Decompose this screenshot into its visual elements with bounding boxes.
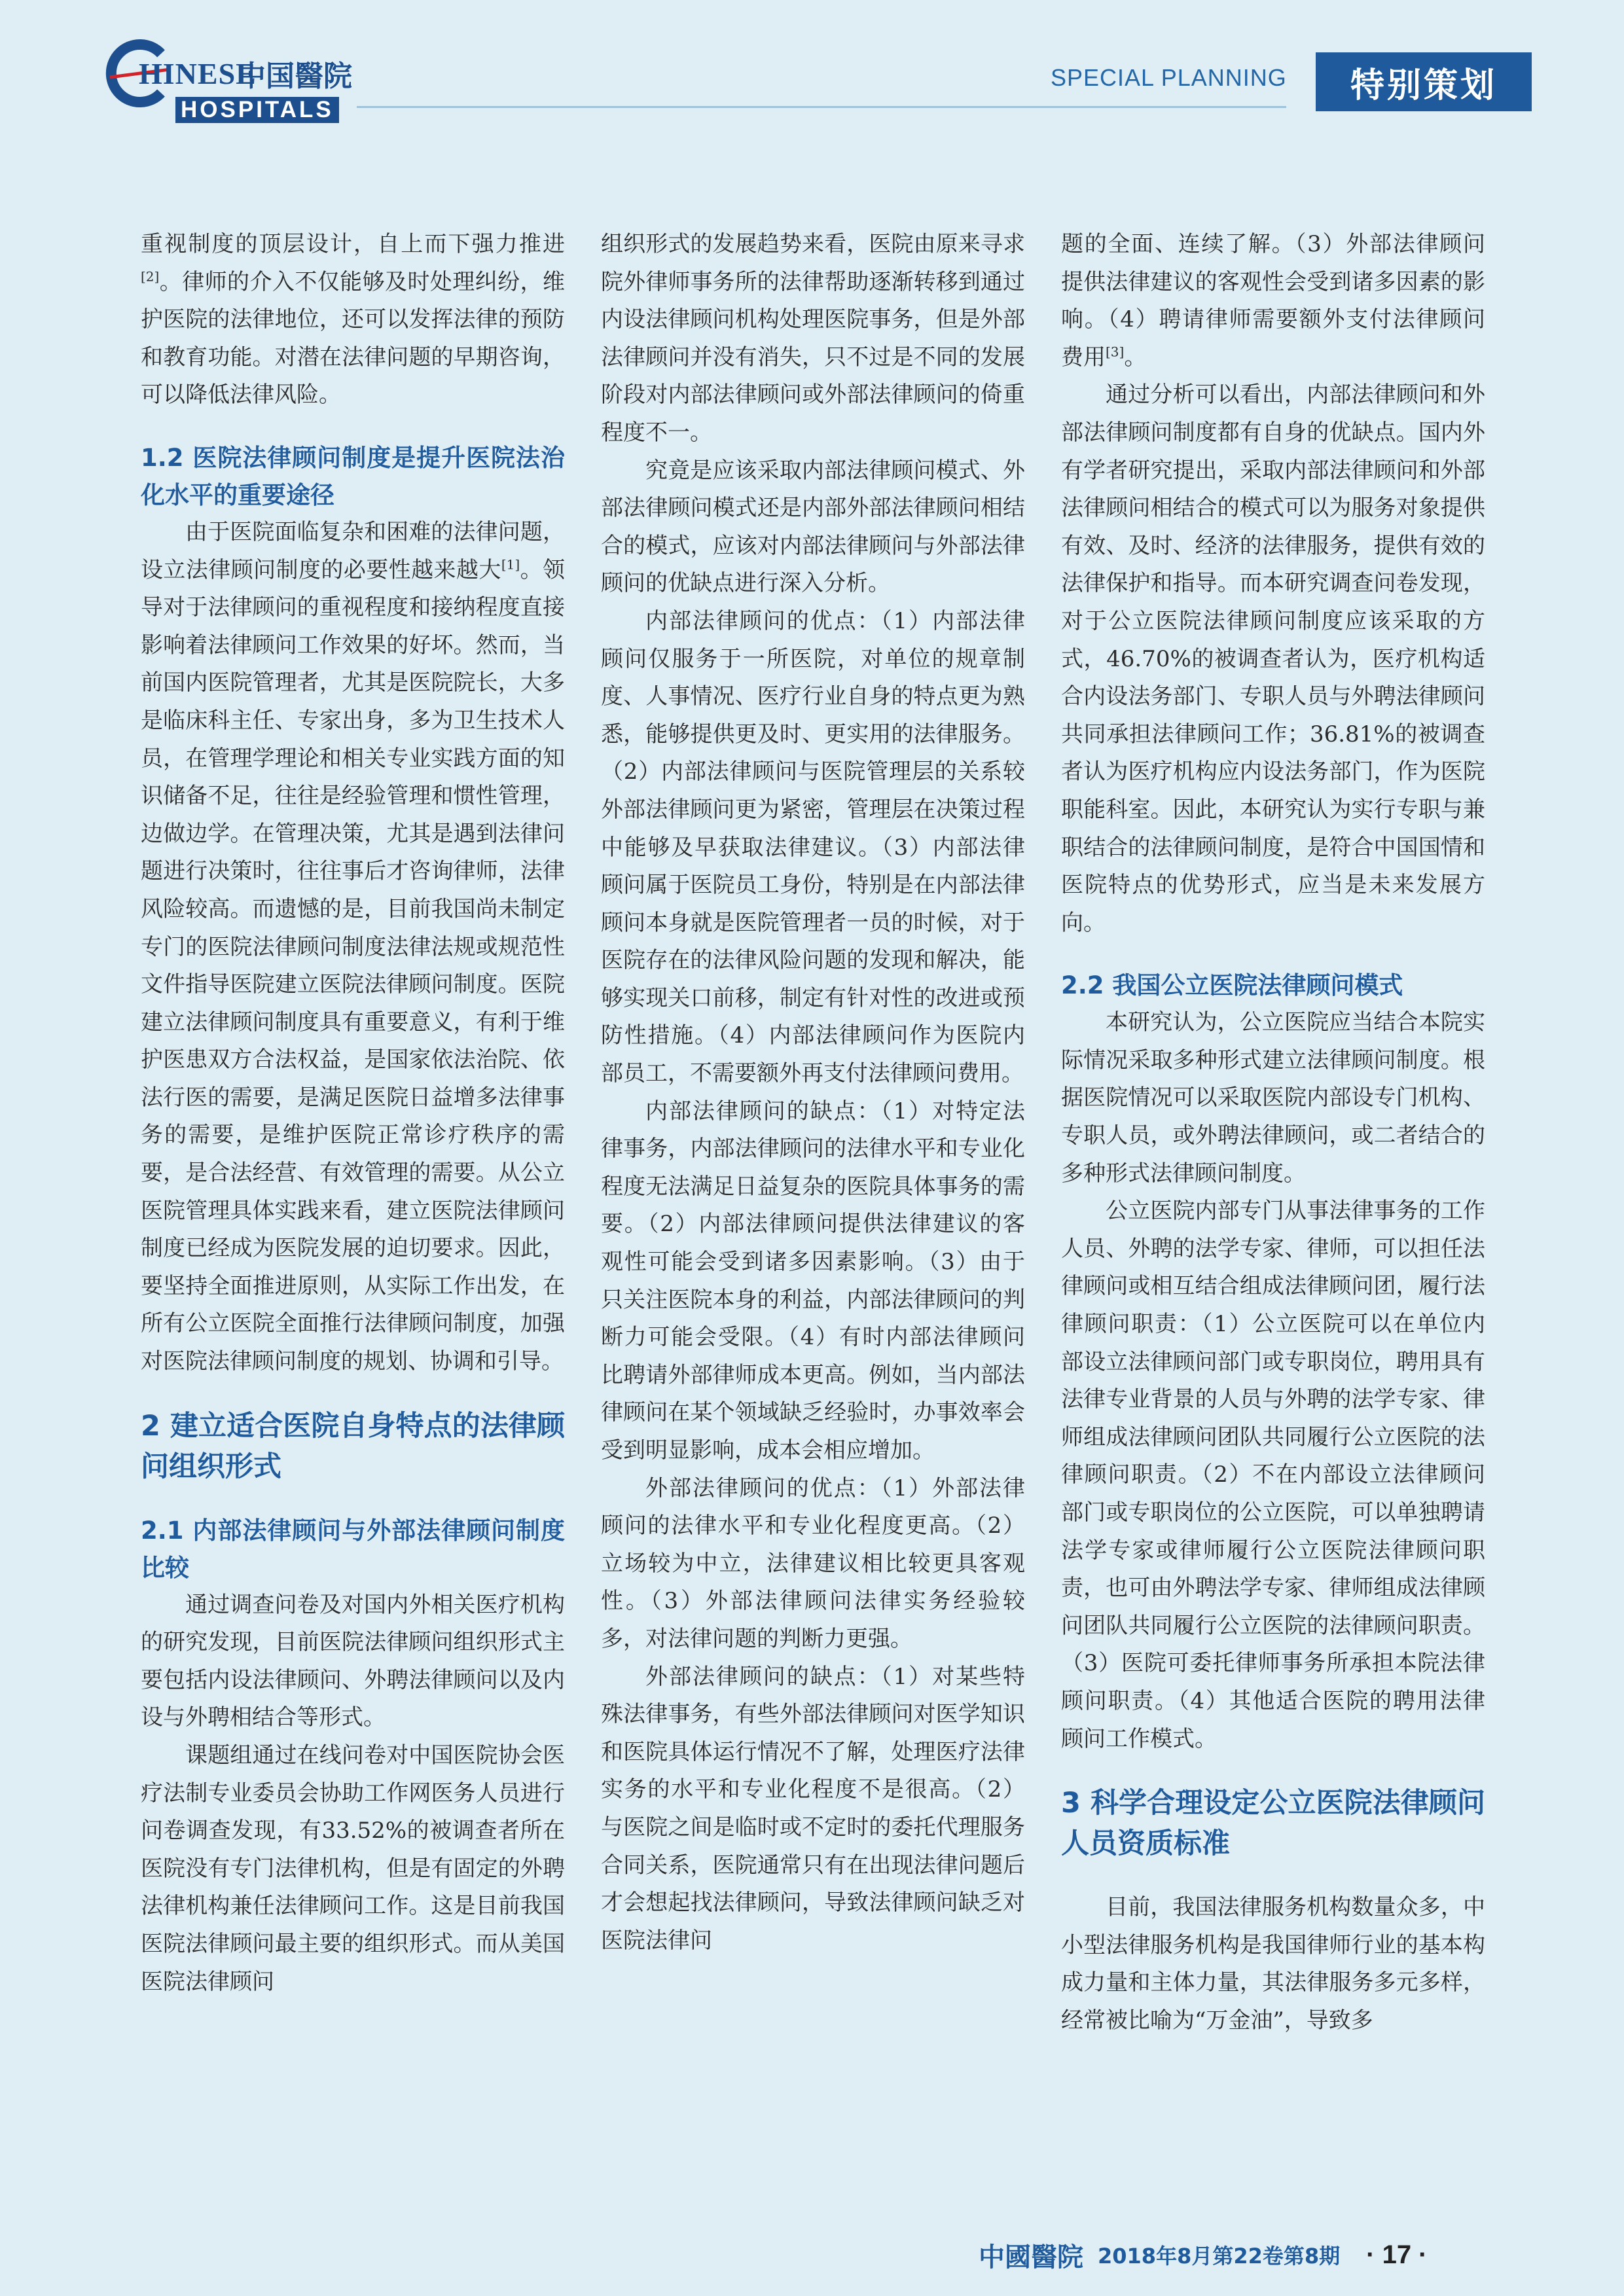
paragraph: 重视制度的顶层设计，自上而下强力推进[2]。律师的介入不仅能够及时处理纠纷，维护医院的法律地位，还可以发挥法律的预防和教育功能。对潜在法律问题的早期咨询，可以降低法律风险。	[141, 231, 565, 408]
paragraph: 目前，我国法律服务机构数量众多，中小型法律服务机构是我国律师行业的基本构成力量和主体力量，其法律服务多元多样，经常被比喻为“万金油”，导致多	[1061, 1894, 1485, 2034]
section-heading-2-1: 2.1 内部法律顾问与外部法律顾问制度比较	[141, 1516, 565, 1582]
logo-hospitals-text: HOSPITALS	[175, 97, 339, 123]
footer-magazine-name: 中國醫院	[979, 2241, 1083, 2272]
citation: [2]	[141, 268, 160, 285]
section-heading-2-2: 2.2 我国公立医院法律顾问模式	[1061, 971, 1403, 1000]
section-heading-3: 3 科学合理设定公立医院法律顾问人员资质标准	[1061, 1787, 1485, 1861]
text-column-2	[601, 226, 1025, 1960]
paragraph: 组织形式的发展趋势来看，医院由原来寻求院外律师事务所的法律帮助逐渐转移到通过内设法律顾问机构处理医院事务，但是外部法律顾问并没有消失，只不过是不同的发展阶段对内部法律顾问或外部法律顾问的倚重程度不一。	[601, 231, 1025, 446]
paragraph: 题的全面、连续了解。（3）外部法律顾问提供法律建议的客观性会受到诸多因素的影响。（4）聘请律师需要额外支付法律顾问费用[3]。	[1061, 231, 1485, 370]
citation: [1]	[501, 556, 520, 573]
paragraph: 本研究认为，公立医院应当结合本院实际情况采取多种形式建立法律顾问制度。根据医院情况可以采取医院内部设专门机构、专职人员，或外聘法律顾问，或二者结合的多种形式法律顾问制度。	[1061, 1009, 1485, 1187]
page-footer	[979, 2235, 1428, 2274]
paragraph: 外部法律顾问的优点：（1）外部法律顾问的法律水平和专业化程度更高。（2）立场较为中立，法律建议相比较更具客观性。（3）外部法律顾问法律实务经验较多，对法律问题的判断力更强。	[601, 1475, 1025, 1652]
text-column-1	[141, 226, 565, 2001]
section-label-en: SPECIAL PLANNING	[1051, 64, 1287, 91]
paragraph: 内部法律顾问的缺点：（1）对特定法律事务，内部法律顾问的法律水平和专业化程度无法满足日益复杂的医院具体事务的需要。（2）内部法律顾问提供法律建议的客观性可能会受到诸多因素影响。（3）由于只关注医院本身的利益，内部法律顾问的判断力可能会受限。（4）有时内部法律顾问比聘请外部律师成本更高。例如，当内部法律顾问在某个领域缺乏经验时，办事效率会受到明显影响，成本会相应增加。	[601, 1098, 1025, 1463]
paragraph: 公立医院内部专门从事法律事务的工作人员、外聘的法学专家、律师，可以担任法律顾问或相互结合组成法律顾问团，履行法律顾问职责：（1）公立医院可以在单位内部设立法律顾问部门或专职岗位，聘用具有法律专业背景的人员与外聘的法学专家、律师组成法律顾问团队共同履行公立医院的法律顾问职责。（2）不在内部设立法律顾问部门或专职岗位的公立医院，可以单独聘请法学专家或律师履行公立医院法律顾问职责，也可由外聘法学专家、律师组成法律顾问团队共同履行公立医院的法律顾问职责。（3）医院可委托律师事务所承担本院法律顾问职责。（4）其他适合医院的聘用法律顾问工作模式。	[1061, 1198, 1485, 1752]
section-heading-2: 2 建立适合医院自身特点的法律顾问组织形式	[141, 1409, 565, 1483]
logo-chinese-text: HINESE	[139, 57, 257, 90]
section-heading-1-2: 1.2 医院法律顾问制度是提升医院法治化水平的重要途径	[141, 443, 565, 509]
footer-issue: 2018年8月第22卷第8期	[1098, 2244, 1341, 2269]
page-number: · 17 ·	[1366, 2240, 1428, 2269]
paragraph: 内部法律顾问的优点：（1）内部法律顾问仅服务于一所医院，对单位的规章制度、人事情况、医疗行业自身的特点更为熟悉，能够提供更及时、更实用的法律服务。（2）内部法律顾问与医院管理层的关系较外部法律顾问更为紧密，管理层在决策过程中能够及早获取法律建议。（3）内部法律顾问属于医院员工身份，特别是在内部法律顾问本身就是医院管理者一员的时候，对于医院存在的法律风险问题的发现和解决，能够实现关口前移，制定有针对性的改进或预防性措施。（4）内部法律顾问作为医院内部员工，不需要额外再支付法律顾问费用。	[601, 607, 1025, 1087]
text-column-3	[1061, 226, 1485, 2040]
header-rule	[357, 106, 1286, 108]
paragraph: 外部法律顾问的缺点：（1）对某些特殊法律事务，有些外部法律顾问对医学知识和医院具体运行情况不了解，处理医疗法律实务的水平和专业化程度不是很高。（2）与医院之间是临时或不定时的委托代理服务合同关系，医院通常只有在出现法律问题后才会想起找法律顾问，导致法律顾问缺乏对医院法律问	[601, 1663, 1025, 1954]
logo-cn-text: 中国醫院	[237, 60, 352, 93]
journal-logo	[98, 34, 360, 122]
citation: [3]	[1106, 344, 1125, 360]
section-label-cn: 特别策划	[1316, 52, 1532, 111]
paragraph: 究竟是应该采取内部法律顾问模式、外部法律顾问模式还是内部外部法律顾问相结合的模式，应该对内部法律顾问与外部法律顾问的优缺点进行深入分析。	[601, 457, 1025, 597]
paragraph: 通过调查问卷及对国内外相关医疗机构的研究发现，目前医院法律顾问组织形式主要包括内设法律顾问、外聘法律顾问以及内设与外聘相结合等形式。	[141, 1591, 565, 1731]
paragraph: 课题组通过在线问卷对中国医院协会医疗法制专业委员会协助工作网医务人员进行问卷调查发现，有33.52%的被调查者所在医院没有专门法律机构，但是有固定的外聘法律机构兼任法律顾问工作。这是目前我国医院法律顾问最主要的组织形式。而从美国医院法律顾问	[141, 1742, 565, 1995]
paragraph: 通过分析可以看出，内部法律顾问和外部法律顾问制度都有自身的优缺点。国内外有学者研究提出，采取内部法律顾问和外部法律顾问相结合的模式可以为服务对象提供有效、及时、经济的法律服务，提供有效的法律保护和指导。而本研究调查问卷发现，对于公立医院法律顾问制度应该采取的方式，46.70%的被调查者认为，医疗机构适合内设法务部门、专职人员与外聘法律顾问共同承担法律顾问工作；36.81%的被调查者认为医疗机构应内设法务部门，作为医院职能科室。因此，本研究认为实行专职与兼职结合的法律顾问制度，是符合中国国情和医院特点的优势形式，应当是未来发展方向。	[1061, 382, 1485, 936]
paragraph: 由于医院面临复杂和困难的法律问题，设立法律顾问制度的必要性越来越大[1]。领导对于法律顾问的重视程度和接纳程度直接影响着法律顾问工作效果的好坏。然而，当前国内医院管理者，尤其是医院院长，大多是临床科主任、专家出身，多为卫生技术人员，在管理学理论和相关专业实践方面的知识储备不足，往往是经验管理和惯性管理，边做边学。在管理决策，尤其是遇到法律问题进行决策时，往往事后才咨询律师，法律风险较高。而遗憾的是，目前我国尚未制定专门的医院法律顾问制度法律法规或规范性文件指导医院建立医院法律顾问制度。医院建立法律顾问制度具有重要意义，有利于维护医患双方合法权益，是国家依法治院、依法行医的需要，是满足医院日益增多法律事务的需要，是维护医院正常诊疗秩序的需要，是合法经营、有效管理的需要。从公立医院管理具体实践来看，建立医院法律顾问制度已经成为医院发展的迫切要求。因此，要坚持全面推进原则，从实际工作出发，在所有公立医院全面推行法律顾问制度，加强对医院法律顾问制度的规划、协调和引导。	[141, 518, 566, 1375]
